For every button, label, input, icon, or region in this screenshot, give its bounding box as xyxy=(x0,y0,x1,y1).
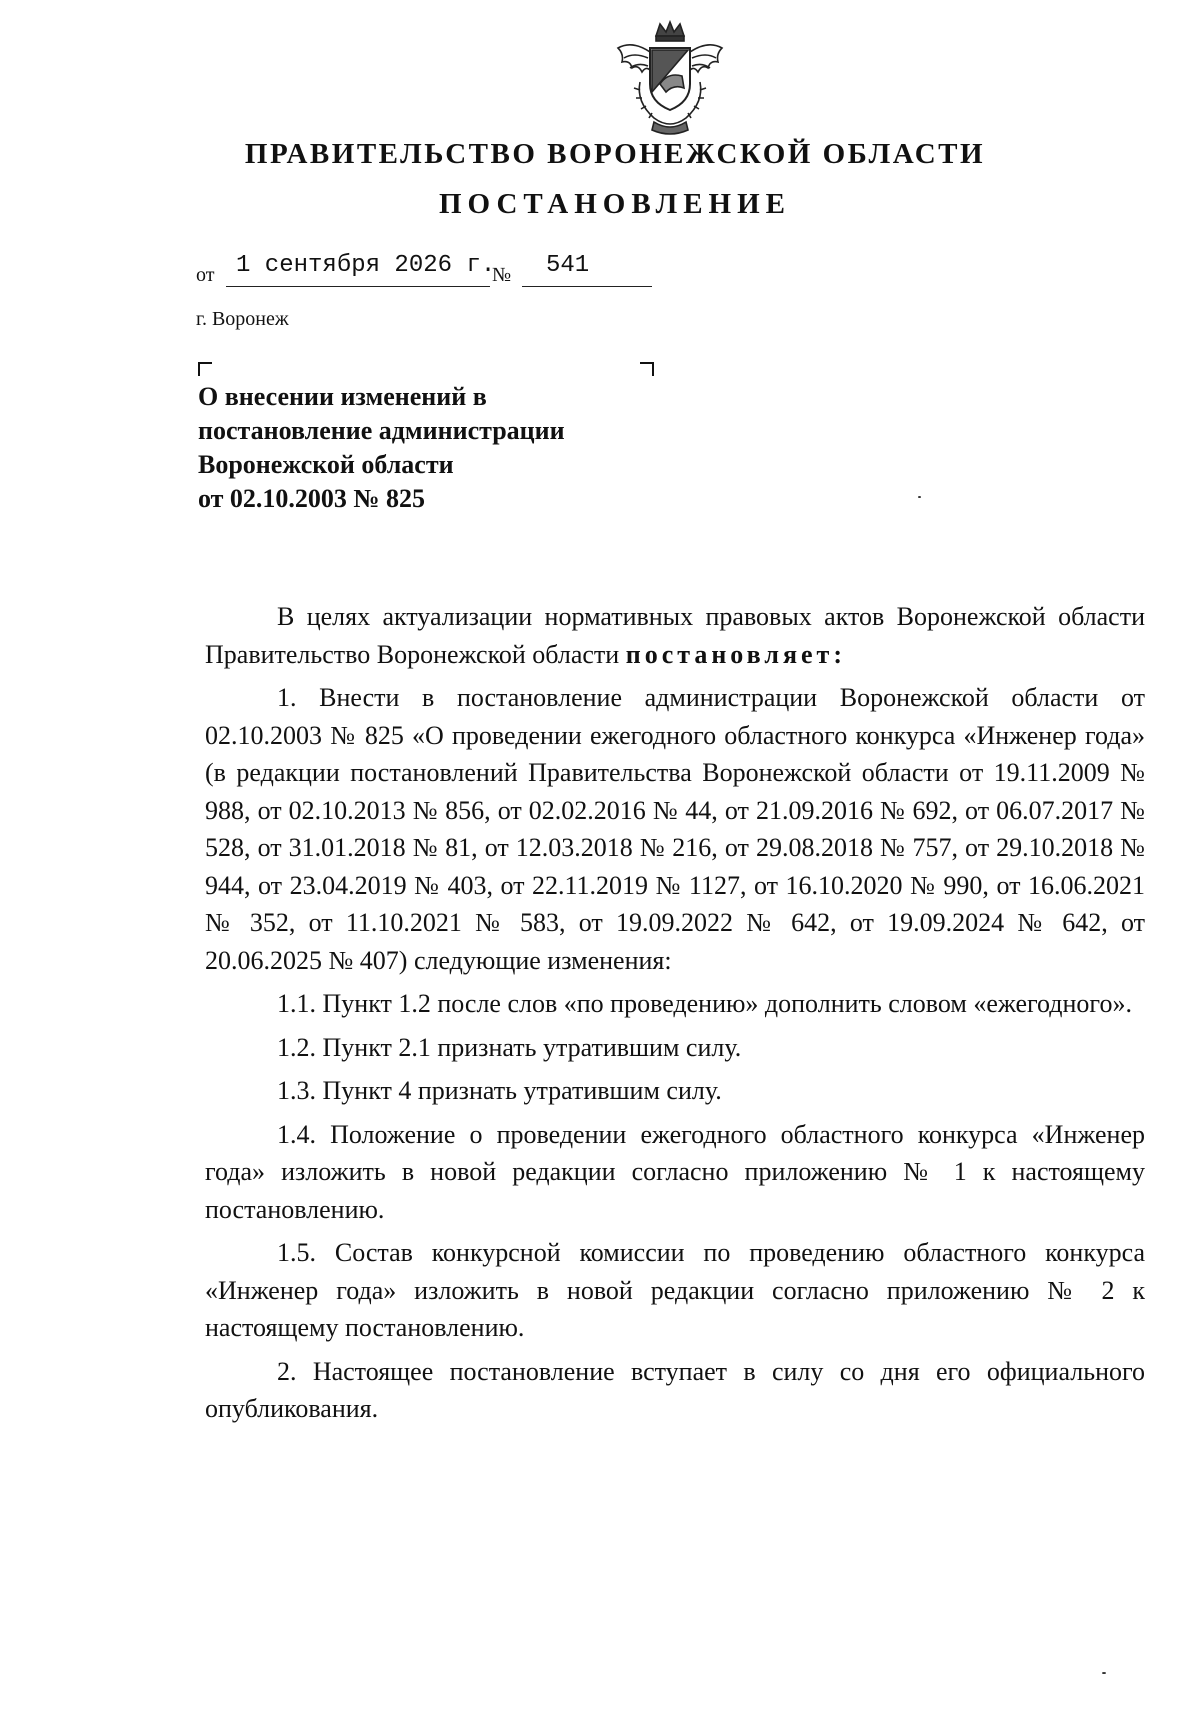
date-label: от xyxy=(196,264,215,286)
scan-speck xyxy=(1102,1672,1106,1674)
subject-line: О внесении изменений в xyxy=(198,382,487,411)
item-1-3-paragraph: 1.3. Пункт 4 признать утратившим силу. xyxy=(277,1076,722,1105)
scan-speck xyxy=(918,496,921,498)
preamble-text: В целях актуализации нормативных правовых актов Воронежской области Правительство Воронежской области xyxy=(205,602,1145,669)
organization-title: ПРАВИТЕЛЬСТВО ВОРОНЕЖСКОЙ ОБЛАСТИ xyxy=(244,138,986,170)
voronezh-coat-of-arms-icon xyxy=(610,18,730,136)
item-1-4-paragraph: 1.4. Положение о проведении ежегодного областного конкурса «Инженер года» изложить в новой редакции согласно приложению № 1 к настоящему постановлению. xyxy=(205,1119,1145,1224)
document-date: 1 сентября 2026 г. xyxy=(236,252,496,279)
item-2-paragraph: 2. Настоящее постановление вступает в силу со дня его официального опубликования. xyxy=(205,1356,1145,1423)
document-type-title: ПОСТАНОВЛЕНИЕ xyxy=(438,188,791,220)
document-body xyxy=(205,598,1145,1428)
document-number: 541 xyxy=(546,252,590,279)
preamble-paragraph xyxy=(205,598,1145,673)
corner-bracket-left xyxy=(198,362,212,376)
document-subject xyxy=(198,380,565,516)
subject-line: постановление администрации xyxy=(198,416,565,445)
city-name: г. Воронеж xyxy=(196,308,289,330)
item-1-1-paragraph: 1.1. Пункт 1.2 после слов «по проведению» дополнить словом «ежегодного». xyxy=(277,989,1132,1018)
number-field xyxy=(522,252,652,287)
item-1-2-paragraph: 1.2. Пункт 2.1 признать утратившим силу. xyxy=(277,1032,742,1062)
item-1-5-paragraph: 1.5. Состав конкурсной комиссии по проведению областного конкурса «Инженер года» изложить в новой редакции согласно приложению № 2 к настоящему постановлению. xyxy=(205,1238,1145,1342)
number-label: № xyxy=(492,264,512,286)
item-1-paragraph: 1. Внести в постановление администрации Воронежской области от 02.10.2003 № 825 «О проведении ежегодного областного конкурса «Инженер года» (в редакции постановлений Правительства Воронежской области от 19.11.2009 № 988, от 02.10.2013 № 856, от 02.02.2016 № 44, от 21.09.2016 № 692, от 06.07.2017 № 528, от 31.01.2018 № 81, от 12.03.2018 № 216, от 29.08.2018 № 757, от 29.10.2018 № 944, от 23.04.2019 № 403, от 22.11.2019 № 1127, от 16.10.2020 № 990, от 16.06.2021 № 352, от 11.10.2021 № 583, от 19.09.2022 № 642, от 19.09.2024 № 642, от 20.06.2025 № 407) следующие изменения: xyxy=(205,683,1145,975)
preamble-emphasis: постановляет: xyxy=(625,639,846,669)
date-field xyxy=(226,252,496,287)
corner-bracket-right xyxy=(640,362,654,376)
subject-line: от 02.10.2003 № 825 xyxy=(198,484,426,513)
subject-line: Воронежской области xyxy=(198,450,454,479)
